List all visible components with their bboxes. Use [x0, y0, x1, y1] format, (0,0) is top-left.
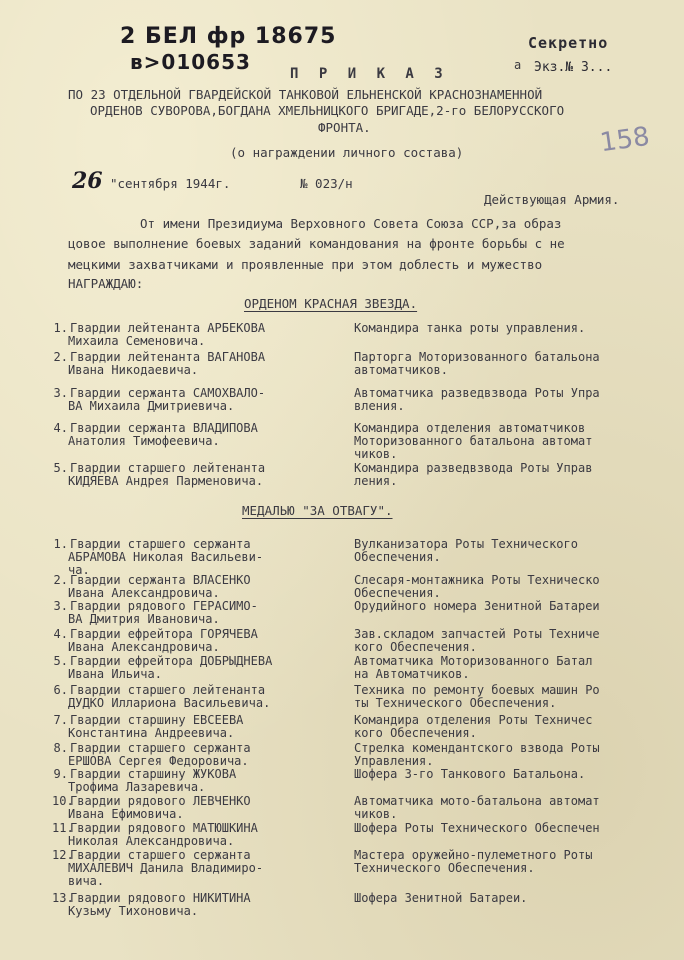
recipient-name	[70, 351, 265, 377]
recipient-position	[354, 822, 600, 835]
recipient-position-line: Шофера 3-го Танкового Батальона.	[354, 767, 586, 781]
recipient-name	[70, 822, 258, 848]
recipient-name-line: Гвардии лейтенанта ВАГАНОВА	[70, 350, 266, 364]
recipient-position-line: Стрелка комендантского взвода Роты	[354, 741, 600, 755]
recipient-name-line: Константина Андреевича.	[68, 726, 235, 740]
document-subtitle: (о награждении личного состава)	[230, 145, 464, 160]
entry-number: 9.	[53, 767, 68, 781]
recipient-position	[354, 714, 592, 740]
recipient-name	[70, 322, 265, 348]
recipient-name-line: Гвардии старшину ЖУКОВА	[70, 767, 237, 781]
recipient-position-line: ления.	[354, 474, 398, 488]
archive-number: в>010653	[130, 50, 251, 74]
entry-number: 6.	[53, 683, 68, 697]
order-number: № 023/н	[300, 176, 353, 191]
recipient-position-line: Шофера Зенитной Батареи.	[354, 891, 528, 905]
location: Действующая Армия.	[484, 192, 620, 207]
recipient-name-line: Гвардии старшего сержанта	[70, 741, 251, 755]
entry-number: 5.	[53, 461, 68, 475]
entry-number: 13.	[52, 891, 74, 905]
date-day: 26	[72, 168, 103, 194]
recipient-name-line: Гвардии ефрейтора ДОБРЫДНЕВА	[70, 654, 273, 668]
preamble-line: цовое выполнение боевых заданий командования на фронте борьбы с не	[68, 236, 565, 251]
entry-number: 1.	[53, 537, 68, 551]
recipient-position-line: Командира отделения Роты Техничес	[354, 713, 593, 727]
recipient-position-line: Управления.	[354, 754, 434, 768]
entry-number: 11.	[52, 821, 74, 835]
recipient-position-line: Шофера Роты Технического Обеспечен	[354, 821, 600, 835]
recipient-name-line: Гвардии рядового НИКИТИНА	[70, 891, 251, 905]
recipient-position-line: Командира разведвзвода Роты Управ	[354, 461, 593, 475]
document-title: П Р И К А З	[290, 66, 449, 82]
recipient-position-line: кого Обеспечения.	[354, 726, 477, 740]
entry-number: 1.	[53, 321, 68, 335]
recipient-position	[354, 892, 527, 905]
recipient-position-line: кого Обеспечения.	[354, 640, 477, 654]
recipient-name-line: Николая Александровича.	[68, 834, 235, 848]
recipient-name	[70, 422, 258, 448]
recipient-position	[354, 422, 592, 461]
recipient-position	[354, 655, 592, 681]
recipient-name-line: Ивана Александровича.	[68, 640, 220, 654]
recipient-name-line: КИДЯЕВА Андрея Парменовича.	[68, 474, 264, 488]
recipient-position	[354, 795, 600, 821]
recipient-position	[354, 600, 600, 613]
recipient-name	[70, 387, 265, 413]
entry-number: 4.	[53, 627, 68, 641]
recipient-name	[70, 795, 251, 821]
entry-number: 3.	[53, 599, 68, 613]
recipient-name-line: Кузьму Тихоновича.	[68, 904, 199, 918]
date-month-year: "сентября 1944г.	[110, 176, 231, 191]
preamble-line: От имени Президиума Верховного Совета Союза ССР,за образ	[140, 216, 562, 231]
recipient-name-line: ВА Дмитрия Ивановича.	[68, 612, 220, 626]
recipient-name-line: ЕРШОВА Сергея Федоровича.	[68, 754, 249, 768]
recipient-name-line: МИХАЛЕВИЧ Данила Владимиро-	[68, 861, 264, 875]
entry-number: 7.	[53, 713, 68, 727]
recipient-position	[354, 387, 600, 413]
recipient-name	[70, 574, 251, 600]
recipient-name-line: Гвардии сержанта ВЛАДИПОВА	[70, 421, 258, 435]
entry-number: 12.	[52, 848, 74, 862]
archive-reference: 2 БЕЛ фр 18675	[120, 24, 337, 49]
recipient-name	[70, 892, 251, 918]
classification-label: Секретно	[528, 34, 609, 52]
recipient-position-line: Технического Обеспечения.	[354, 861, 535, 875]
recipient-position-line: вления.	[354, 399, 405, 413]
recipient-position-line: Обеспечения.	[354, 586, 441, 600]
recipient-position	[354, 574, 600, 600]
pencil-mark: 158	[598, 121, 652, 159]
recipient-name-line: АБРАМОВА Николая Васильеви-	[68, 550, 264, 564]
recipient-position-line: Автоматчика разведвзвода Роты Упра	[354, 386, 600, 400]
recipient-position-line: Зав.складом запчастей Роты Техниче	[354, 627, 600, 641]
recipient-name-line: Ивана Никодаевича.	[68, 363, 199, 377]
recipient-position-line: Слесаря-монтажника Роты Техническо	[354, 573, 600, 587]
recipient-name-line: Гвардии старшего сержанта	[70, 848, 251, 862]
recipient-position-line: Автоматчика Моторизованного Батал	[354, 654, 593, 668]
recipient-name-line: Гвардии ефрейтора ГОРЯЧЕВА	[70, 627, 258, 641]
recipient-position-line: на Автоматчиков.	[354, 667, 470, 681]
recipient-position	[354, 322, 585, 335]
recipient-position-line: Командира танка роты управления.	[354, 321, 586, 335]
recipient-position-line: Парторга Моторизованного батальона	[354, 350, 600, 364]
recipient-position-line: ты Технического Обеспечения.	[354, 696, 557, 710]
recipient-position-line: Техника по ремонту боевых машин Ро	[354, 683, 600, 697]
recipient-position-line: Мастера оружейно-пулеметного Роты	[354, 848, 593, 862]
recipient-name-line: ча.	[68, 563, 90, 577]
preamble-line: НАГРАЖДАЮ:	[68, 276, 144, 291]
recipient-position-line: Командира отделения автоматчиков	[354, 421, 586, 435]
recipient-name	[70, 538, 263, 577]
recipient-position	[354, 768, 585, 781]
recipient-name-line: Ивана Ефимовича.	[68, 807, 184, 821]
recipient-position	[354, 742, 600, 768]
recipient-name	[70, 600, 258, 626]
preamble-line: мецкими захватчиками и проявленные при этом доблесть и мужество	[68, 257, 543, 272]
recipient-name	[70, 655, 272, 681]
recipient-name-line: Гвардии старшего лейтенанта	[70, 461, 266, 475]
recipient-name-line: Гвардии старшего сержанта	[70, 537, 251, 551]
recipient-name-line: Гвардии рядового ГЕРАСИМО-	[70, 599, 258, 613]
recipient-position-line: Моторизованного батальона автомат	[354, 434, 593, 448]
recipient-name-line: ДУДКО Илларионa Васильевича.	[68, 696, 271, 710]
classification-mark: а	[514, 58, 522, 72]
entry-number: 2.	[53, 573, 68, 587]
recipient-name-line: вича.	[68, 874, 105, 888]
recipient-name	[70, 742, 251, 768]
recipient-name-line: Гвардии рядового МАТЮШКИНА	[70, 821, 258, 835]
recipient-position-line: Орудийного номера Зенитной Батареи	[354, 599, 600, 613]
recipient-name-line: Гвардии старшего лейтенанта	[70, 683, 266, 697]
header-line-3: ФРОНТА.	[318, 120, 371, 135]
recipient-name	[70, 628, 258, 654]
recipient-name-line: Гвардии рядового ЛЕВЧЕНКО	[70, 794, 251, 808]
recipient-name-line: Ивана Ильича.	[68, 667, 162, 681]
recipient-position	[354, 351, 600, 377]
recipient-position-line: Обеспечения.	[354, 550, 441, 564]
recipient-name	[70, 768, 236, 794]
recipient-name-line: Гвардии сержанта ВЛАСЕНКО	[70, 573, 251, 587]
recipient-name-line: Ивана Александровича.	[68, 586, 220, 600]
section-heading-red-star: ОРДЕНОМ КРАСНАЯ ЗВЕЗДА.	[244, 296, 418, 311]
recipient-name-line: Анатолия Тимофеевича.	[68, 434, 220, 448]
entry-number: 10.	[52, 794, 74, 808]
entry-number: 5.	[53, 654, 68, 668]
copy-number: Экз.№ 3...	[534, 60, 613, 75]
recipient-name-line: Михаила Семеновича.	[68, 334, 206, 348]
recipient-name-line: Гвардии лейтенанта АРБЕКОВА	[70, 321, 266, 335]
recipient-name	[70, 714, 243, 740]
recipient-position-line: Вулканизатора Роты Технического	[354, 537, 578, 551]
recipient-name-line: ВА Михаила Дмитриевича.	[68, 399, 235, 413]
recipient-position-line: чиков.	[354, 807, 398, 821]
header-line-2: ОРДЕНОВ СУВОРОВА,БОГДАНА ХМЕЛЬНИЦКОГО БРИГАДЕ,2-го БЕЛОРУССКОГО	[90, 103, 565, 118]
recipient-name	[70, 684, 270, 710]
recipient-name-line: Гвардии старшину ЕВСЕЕВА	[70, 713, 244, 727]
entry-number: 8.	[53, 741, 68, 755]
recipient-position	[354, 628, 600, 654]
recipient-name	[70, 849, 263, 888]
recipient-position	[354, 684, 600, 710]
section-heading-courage-medal: МЕДАЛЬЮ "ЗА ОТВАГУ".	[242, 503, 393, 518]
recipient-name-line: Трофима Лазаревича.	[68, 780, 206, 794]
recipient-position-line: автоматчиков.	[354, 363, 448, 377]
recipient-name-line: Гвардии сержанта САМОХВАЛО-	[70, 386, 266, 400]
entry-number: 3.	[53, 386, 68, 400]
recipient-position	[354, 462, 592, 488]
entry-number: 2.	[53, 350, 68, 364]
header-line-1: ПО 23 ОТДЕЛЬНОЙ ГВАРДЕЙСКОЙ ТАНКОВОЙ ЕЛЬНЕНСКОЙ КРАСНОЗНАМЕННОЙ	[68, 87, 543, 102]
recipient-position-line: чиков.	[354, 447, 398, 461]
recipient-name	[70, 462, 265, 488]
recipient-position-line: Автоматчика мото-батальона автомат	[354, 794, 600, 808]
recipient-position	[354, 538, 578, 564]
recipient-position	[354, 849, 592, 875]
entry-number: 4.	[53, 421, 68, 435]
